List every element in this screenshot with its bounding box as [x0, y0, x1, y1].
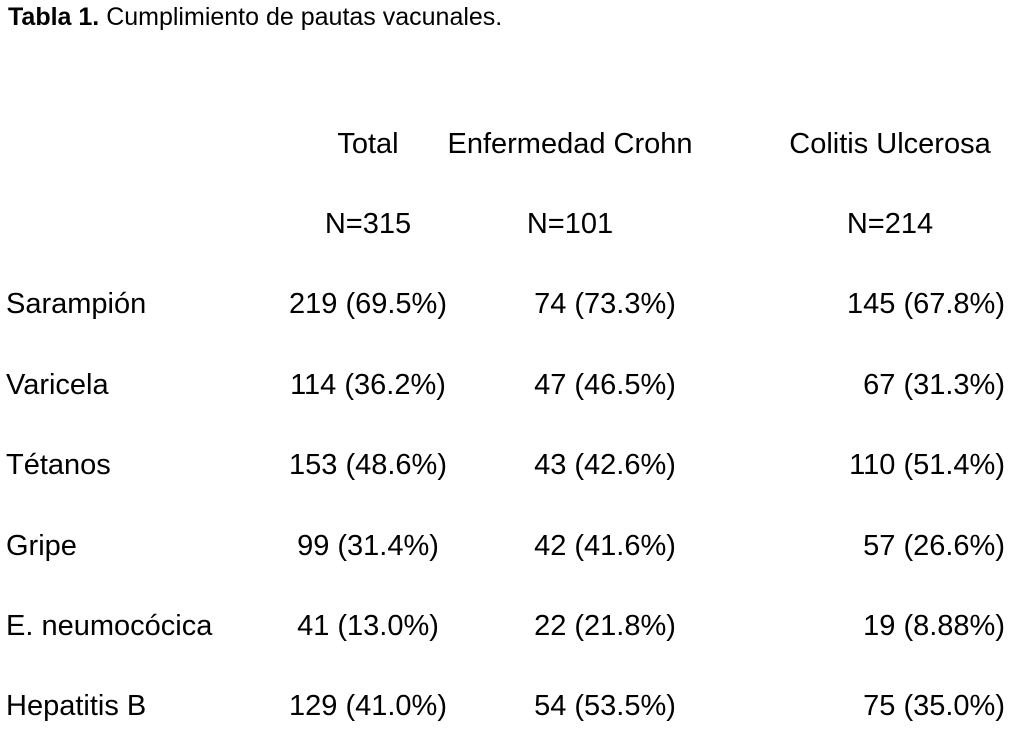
column-header-crohn: Enfermedad Crohn [447, 128, 693, 160]
cell-crohn: 54 (53.5%) [534, 690, 676, 722]
cell-crohn: 42 (41.6%) [534, 530, 676, 562]
caption-text: Cumplimiento de pautas vacunales. [99, 3, 503, 31]
cell-crohn: 47 (46.5%) [534, 369, 676, 401]
cell-crohn: 22 (21.8%) [534, 610, 676, 642]
row-label: Hepatitis B [6, 690, 147, 722]
row-label: Varicela [6, 369, 109, 401]
column-n-colitis: N=214 [846, 208, 934, 240]
row-label: Sarampión [6, 288, 147, 320]
cell-colitis: 110 (51.4%) [849, 449, 1005, 481]
table-caption [8, 2, 502, 32]
cell-colitis: 57 (26.6%) [863, 530, 1005, 562]
row-label: Tétanos [6, 449, 111, 481]
row-label: E. neumocócica [6, 610, 213, 642]
cell-crohn: 43 (42.6%) [534, 449, 676, 481]
caption-label: Tabla 1. [8, 3, 100, 31]
cell-colitis: 67 (31.3%) [863, 369, 1005, 401]
cell-total: 219 (69.5%) [289, 288, 447, 320]
cell-colitis: 145 (67.8%) [847, 288, 1005, 320]
column-header-colitis: Colitis Ulcerosa [789, 128, 991, 160]
row-label: Gripe [6, 530, 77, 562]
cell-crohn: 74 (73.3%) [534, 288, 676, 320]
cell-colitis: 75 (35.0%) [863, 690, 1005, 722]
cell-total: 153 (48.6%) [289, 449, 447, 481]
cell-total: 129 (41.0%) [289, 690, 447, 722]
column-header-total: Total [337, 128, 399, 160]
column-n-total: N=315 [324, 208, 412, 240]
column-n-crohn: N=101 [526, 208, 614, 240]
cell-total: 99 (31.4%) [297, 530, 439, 562]
cell-total: 114 (36.2%) [290, 369, 446, 401]
cell-total: 41 (13.0%) [297, 610, 439, 642]
cell-colitis: 19 (8.88%) [863, 610, 1005, 642]
